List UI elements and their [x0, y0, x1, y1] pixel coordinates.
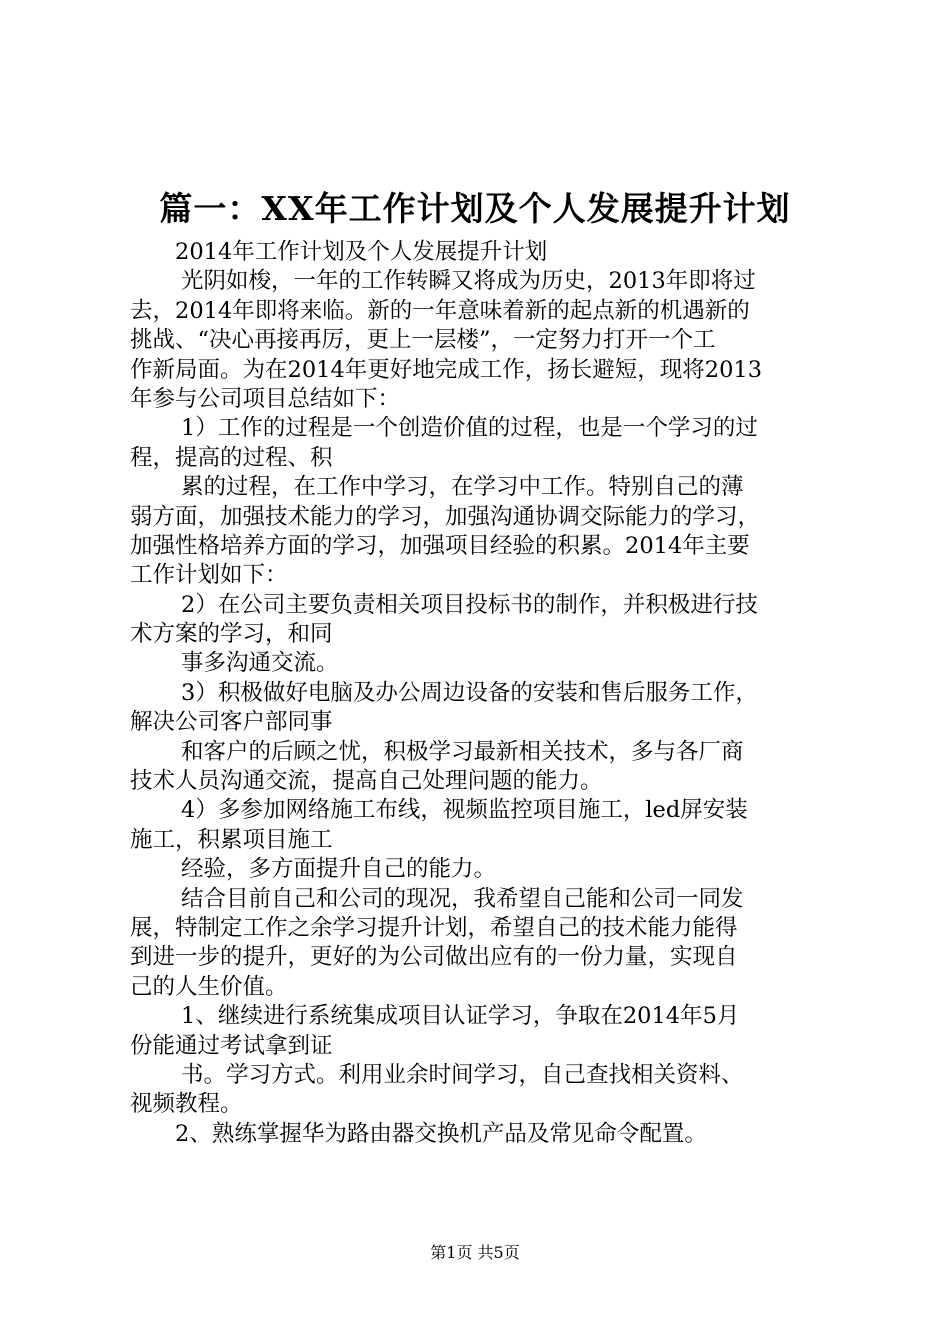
paragraph-line: 光阴如梭，一年的工作转瞬又将成为历史，2013年即将过	[181, 268, 756, 295]
page-number-footer: 第1页 共5页	[430, 1243, 520, 1262]
paragraph-line: 技术人员沟通交流，提高自己处理问题的能力。	[130, 768, 603, 795]
paragraph-line: 4）多参加网络施工布线，视频监控项目施工，led屏安装	[181, 797, 748, 824]
paragraph-line: 份能通过考试拿到证	[130, 1032, 333, 1059]
paragraph-line: 书。学习方式。利用业余时间学习，自己查找相关资料、	[181, 1061, 744, 1088]
paragraph-line: 施工，积累项目施工	[130, 826, 333, 853]
paragraph-line: 程，提高的过程、积	[130, 444, 333, 471]
paragraph-line: 己的人生价值。	[130, 973, 288, 1000]
paragraph-line: 工作计划如下：	[130, 562, 288, 589]
paragraph-line: 年参与公司项目总结如下：	[130, 385, 401, 412]
paragraph-line: 经验，多方面提升自己的能力。	[181, 856, 497, 883]
paragraph-line: 展，特制定工作之余学习提升计划，希望自己的技术能力能得	[130, 914, 738, 941]
paragraph-line: 弱方面，加强技术能力的学习，加强沟通协调交际能力的学习，	[130, 503, 761, 530]
paragraph-line: 事多沟通交流。	[181, 650, 339, 677]
subtitle-line: 2014年工作计划及个人发展提升计划	[175, 239, 548, 265]
paragraph-line: 术方案的学习，和同	[130, 621, 333, 648]
paragraph-line: 挑战、“决心再接再厉，更上一层楼”，一定努力打开一个工	[130, 327, 716, 354]
paragraph-line: 视频教程。	[130, 1091, 243, 1118]
paragraph-line: 作新局面。为在2014年更好地完成工作，扬长避短，现将2013	[130, 356, 763, 383]
paragraph-line: 加强性格培养方面的学习，加强项目经验的积累。2014年主要	[130, 532, 750, 559]
paragraph-line: 和客户的后顾之忧，积极学习最新相关技术，多与各厂商	[181, 738, 744, 765]
paragraph-line: 1）工作的过程是一个创造价值的过程，也是一个学习的过	[181, 415, 758, 442]
paragraph-line: 累的过程，在工作中学习，在学习中工作。特别自己的薄	[181, 474, 744, 501]
paragraph-line: 结合目前自己和公司的现况，我希望自己能和公司一同发	[181, 885, 744, 912]
paragraph-line: 2）在公司主要负责相关项目投标书的制作，并积极进行技	[181, 591, 758, 618]
document-body	[130, 238, 835, 1149]
paragraph-line: 2、熟练掌握华为路由器交换机产品及常见命令配置。	[175, 1120, 707, 1147]
paragraph-line: 去，2014年即将来临。新的一年意味着新的起点新的机遇新的	[130, 297, 750, 324]
paragraph-line: 到进一步的提升，更好的为公司做出应有的一份力量，实现自	[130, 944, 738, 971]
document-title: 篇一：XX年工作计划及个人发展提升计划	[159, 189, 791, 228]
paragraph-line: 3）积极做好电脑及办公周边设备的安装和售后服务工作，	[181, 679, 758, 706]
paragraph-line: 解决公司客户部同事	[130, 709, 333, 736]
paragraph-line: 1、继续进行系统集成项目认证学习，争取在2014年5月	[181, 1003, 740, 1030]
